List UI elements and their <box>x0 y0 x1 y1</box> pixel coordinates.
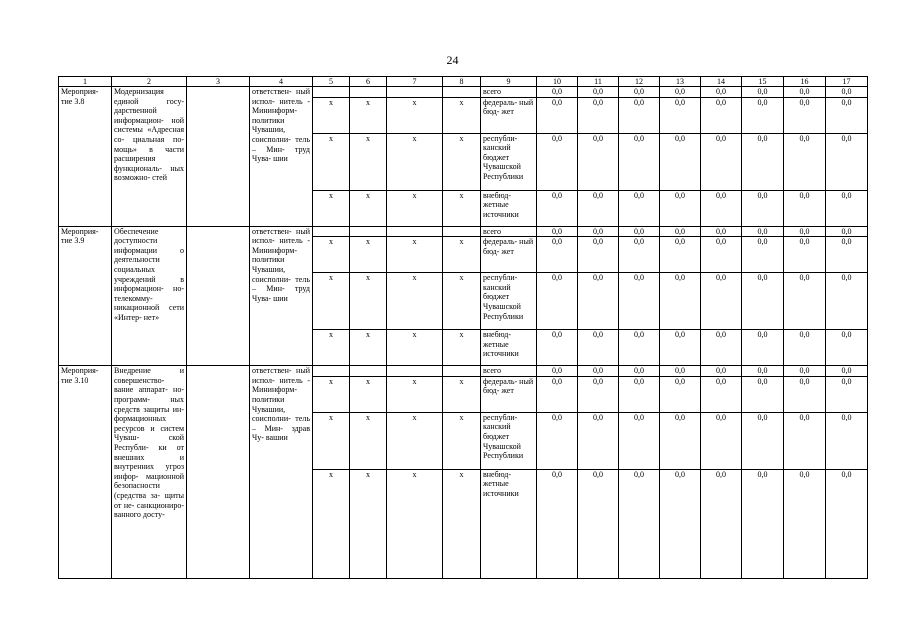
amount-cell: 0,0 <box>660 87 701 98</box>
amount-cell: 0,0 <box>826 87 868 98</box>
code-cell: х <box>313 330 350 366</box>
funding-source: республи- канский бюджет Чувашской Республики <box>481 133 537 190</box>
code-cell <box>350 87 387 98</box>
code-cell: х <box>350 469 387 578</box>
amount-cell: 0,0 <box>660 330 701 366</box>
header-cell: 7 <box>387 77 443 87</box>
code-cell <box>443 226 481 237</box>
amount-cell: 0,0 <box>537 273 578 330</box>
amount-cell: 0,0 <box>619 366 660 377</box>
amount-cell: 0,0 <box>537 226 578 237</box>
amount-cell: 0,0 <box>660 469 701 578</box>
amount-cell: 0,0 <box>701 226 742 237</box>
code-cell: х <box>313 190 350 226</box>
table-row <box>59 87 868 98</box>
responsible-executor: ответствен- ный испол- нитель - Мининформ- политики Чувашии, соисполни- тель – Мин- здрав Чу- вашии <box>250 366 313 579</box>
amount-cell: 0,0 <box>742 376 784 412</box>
amount-cell: 0,0 <box>742 412 784 469</box>
header-cell: 17 <box>826 77 868 87</box>
code-cell <box>387 366 443 377</box>
code-cell <box>443 366 481 377</box>
amount-cell: 0,0 <box>660 412 701 469</box>
amount-cell: 0,0 <box>537 469 578 578</box>
amount-cell: 0,0 <box>660 226 701 237</box>
amount-cell: 0,0 <box>784 469 826 578</box>
amount-cell: 0,0 <box>537 133 578 190</box>
amount-cell: 0,0 <box>742 133 784 190</box>
responsible-executor: ответствен- ный испол- нитель - Мининформ- политики Чувашии, соисполни- тель – Мин- труд Чува- шии <box>250 87 313 227</box>
amount-cell: 0,0 <box>701 87 742 98</box>
code-cell: х <box>443 133 481 190</box>
amount-cell: 0,0 <box>578 190 619 226</box>
amount-cell: 0,0 <box>784 273 826 330</box>
code-cell: х <box>443 237 481 273</box>
code-cell <box>313 87 350 98</box>
blank-cell <box>187 366 250 579</box>
code-cell: х <box>350 412 387 469</box>
amount-cell: 0,0 <box>578 330 619 366</box>
amount-cell: 0,0 <box>660 366 701 377</box>
amount-cell: 0,0 <box>578 412 619 469</box>
amount-cell: 0,0 <box>701 237 742 273</box>
amount-cell: 0,0 <box>660 190 701 226</box>
funding-source: республи- канский бюджет Чувашской Республики <box>481 273 537 330</box>
amount-cell: 0,0 <box>660 273 701 330</box>
funding-source: федераль- ный бюд- жет <box>481 376 537 412</box>
code-cell: х <box>387 133 443 190</box>
amount-cell: 0,0 <box>619 273 660 330</box>
amount-cell: 0,0 <box>701 133 742 190</box>
amount-cell: 0,0 <box>784 237 826 273</box>
amount-cell: 0,0 <box>660 133 701 190</box>
amount-cell: 0,0 <box>742 190 784 226</box>
amount-cell: 0,0 <box>826 97 868 133</box>
amount-cell: 0,0 <box>701 412 742 469</box>
amount-cell: 0,0 <box>701 273 742 330</box>
amount-cell: 0,0 <box>784 226 826 237</box>
responsible-executor: ответствен- ный испол- нитель - Мининформ- политики Чувашии, соисполни- тель – Мин- труд Чува- шии <box>250 226 313 366</box>
code-cell: х <box>313 376 350 412</box>
header-cell: 4 <box>250 77 313 87</box>
amount-cell: 0,0 <box>578 376 619 412</box>
code-cell <box>313 366 350 377</box>
amount-cell: 0,0 <box>660 97 701 133</box>
amount-cell: 0,0 <box>701 366 742 377</box>
funding-source: федераль- ный бюд- жет <box>481 97 537 133</box>
measure-name: Внедрение и совершенство- вание аппарат- но-программ- ных средств защиты ин- формационных ресурсов и систем Чуваш- ской Республи- ки от внешних и внутренних угроз инфор- мационной безопасности (средства за- щиты от не- санкциониро- ванного досту- <box>112 366 187 579</box>
amount-cell: 0,0 <box>826 412 868 469</box>
code-cell: х <box>350 97 387 133</box>
amount-cell: 0,0 <box>784 412 826 469</box>
measure-code: Мероприя- тие 3.9 <box>59 226 112 366</box>
measure-code: Мероприя- тие 3.8 <box>59 87 112 227</box>
header-cell: 2 <box>112 77 187 87</box>
amount-cell: 0,0 <box>578 469 619 578</box>
code-cell: х <box>350 133 387 190</box>
code-cell: х <box>443 330 481 366</box>
funding-source: республи- канский бюджет Чувашской Республики <box>481 412 537 469</box>
code-cell: х <box>443 376 481 412</box>
code-cell <box>313 226 350 237</box>
amount-cell: 0,0 <box>701 469 742 578</box>
amount-cell: 0,0 <box>619 190 660 226</box>
header-cell: 6 <box>350 77 387 87</box>
amount-cell: 0,0 <box>619 330 660 366</box>
code-cell: х <box>350 273 387 330</box>
code-cell: х <box>313 133 350 190</box>
table-row <box>59 226 868 237</box>
amount-cell: 0,0 <box>742 330 784 366</box>
amount-cell: 0,0 <box>826 190 868 226</box>
funding-source: всего <box>481 87 537 98</box>
amount-cell: 0,0 <box>784 97 826 133</box>
amount-cell: 0,0 <box>742 273 784 330</box>
code-cell: х <box>313 97 350 133</box>
code-cell: х <box>443 273 481 330</box>
header-cell: 9 <box>481 77 537 87</box>
amount-cell: 0,0 <box>784 330 826 366</box>
amount-cell: 0,0 <box>826 273 868 330</box>
amount-cell: 0,0 <box>619 376 660 412</box>
amount-cell: 0,0 <box>784 376 826 412</box>
funding-source: всего <box>481 366 537 377</box>
funding-source: всего <box>481 226 537 237</box>
amount-cell: 0,0 <box>701 190 742 226</box>
amount-cell: 0,0 <box>619 226 660 237</box>
header-cell: 3 <box>187 77 250 87</box>
amount-cell: 0,0 <box>826 376 868 412</box>
amount-cell: 0,0 <box>826 330 868 366</box>
code-cell: х <box>443 412 481 469</box>
funding-source: внебюд- жетные источники <box>481 469 537 578</box>
measure-name: Обеспечение доступности информации о деятельности социальных учреждений в информацион- но-телекомму- никационной сети «Интер- нет» <box>112 226 187 366</box>
amount-cell: 0,0 <box>742 469 784 578</box>
amount-cell: 0,0 <box>826 237 868 273</box>
amount-cell: 0,0 <box>619 469 660 578</box>
funding-source: федераль- ный бюд- жет <box>481 237 537 273</box>
code-cell: х <box>387 330 443 366</box>
code-cell: х <box>443 469 481 578</box>
blank-cell <box>187 226 250 366</box>
amount-cell: 0,0 <box>619 97 660 133</box>
amount-cell: 0,0 <box>619 87 660 98</box>
amount-cell: 0,0 <box>537 376 578 412</box>
measure-name: Модернизация единой госу- дарственной информацион- ной системы «Адресная со- циальная по- мощь» в части расширения функциональ- ных возможно- стей <box>112 87 187 227</box>
amount-cell: 0,0 <box>742 366 784 377</box>
code-cell: х <box>387 97 443 133</box>
amount-cell: 0,0 <box>826 226 868 237</box>
code-cell: х <box>443 190 481 226</box>
amount-cell: 0,0 <box>578 366 619 377</box>
header-cell: 14 <box>701 77 742 87</box>
header-cell: 15 <box>742 77 784 87</box>
amount-cell: 0,0 <box>578 273 619 330</box>
code-cell: х <box>350 330 387 366</box>
page-number: 24 <box>446 53 459 67</box>
code-cell <box>350 226 387 237</box>
header-cell: 8 <box>443 77 481 87</box>
code-cell: х <box>350 237 387 273</box>
amount-cell: 0,0 <box>578 226 619 237</box>
amount-cell: 0,0 <box>742 97 784 133</box>
amount-cell: 0,0 <box>537 412 578 469</box>
code-cell: х <box>313 469 350 578</box>
amount-cell: 0,0 <box>578 237 619 273</box>
code-cell: х <box>443 97 481 133</box>
amount-cell: 0,0 <box>784 366 826 377</box>
amount-cell: 0,0 <box>784 190 826 226</box>
amount-cell: 0,0 <box>742 87 784 98</box>
amount-cell: 0,0 <box>784 87 826 98</box>
header-cell: 13 <box>660 77 701 87</box>
code-cell: х <box>387 376 443 412</box>
code-cell: х <box>387 237 443 273</box>
code-cell: х <box>313 237 350 273</box>
table-row <box>59 366 868 377</box>
code-cell: х <box>350 190 387 226</box>
funding-source: внебюд- жетные источники <box>481 330 537 366</box>
amount-cell: 0,0 <box>660 237 701 273</box>
amount-cell: 0,0 <box>537 87 578 98</box>
amount-cell: 0,0 <box>578 133 619 190</box>
code-cell: х <box>387 273 443 330</box>
code-cell: х <box>387 412 443 469</box>
code-cell: х <box>313 412 350 469</box>
amount-cell: 0,0 <box>578 87 619 98</box>
amount-cell: 0,0 <box>826 469 868 578</box>
amount-cell: 0,0 <box>619 133 660 190</box>
funding-table <box>58 76 868 579</box>
header-cell: 12 <box>619 77 660 87</box>
code-cell <box>350 366 387 377</box>
amount-cell: 0,0 <box>619 412 660 469</box>
amount-cell: 0,0 <box>784 133 826 190</box>
amount-cell: 0,0 <box>578 97 619 133</box>
amount-cell: 0,0 <box>660 376 701 412</box>
amount-cell: 0,0 <box>701 376 742 412</box>
amount-cell: 0,0 <box>537 97 578 133</box>
amount-cell: 0,0 <box>537 330 578 366</box>
code-cell: х <box>387 190 443 226</box>
measure-code: Мероприя- тие 3.10 <box>59 366 112 579</box>
header-row <box>59 77 868 87</box>
amount-cell: 0,0 <box>701 97 742 133</box>
amount-cell: 0,0 <box>701 330 742 366</box>
code-cell <box>443 87 481 98</box>
amount-cell: 0,0 <box>537 190 578 226</box>
code-cell <box>387 87 443 98</box>
amount-cell: 0,0 <box>537 237 578 273</box>
blank-cell <box>187 87 250 227</box>
amount-cell: 0,0 <box>619 237 660 273</box>
amount-cell: 0,0 <box>742 237 784 273</box>
code-cell: х <box>313 273 350 330</box>
amount-cell: 0,0 <box>742 226 784 237</box>
header-cell: 10 <box>537 77 578 87</box>
code-cell: х <box>350 376 387 412</box>
amount-cell: 0,0 <box>826 366 868 377</box>
header-cell: 5 <box>313 77 350 87</box>
header-cell: 16 <box>784 77 826 87</box>
code-cell: х <box>387 469 443 578</box>
amount-cell: 0,0 <box>826 133 868 190</box>
code-cell <box>387 226 443 237</box>
amount-cell: 0,0 <box>537 366 578 377</box>
header-cell: 1 <box>59 77 112 87</box>
header-cell: 11 <box>578 77 619 87</box>
funding-source: внебюд- жетные источники <box>481 190 537 226</box>
